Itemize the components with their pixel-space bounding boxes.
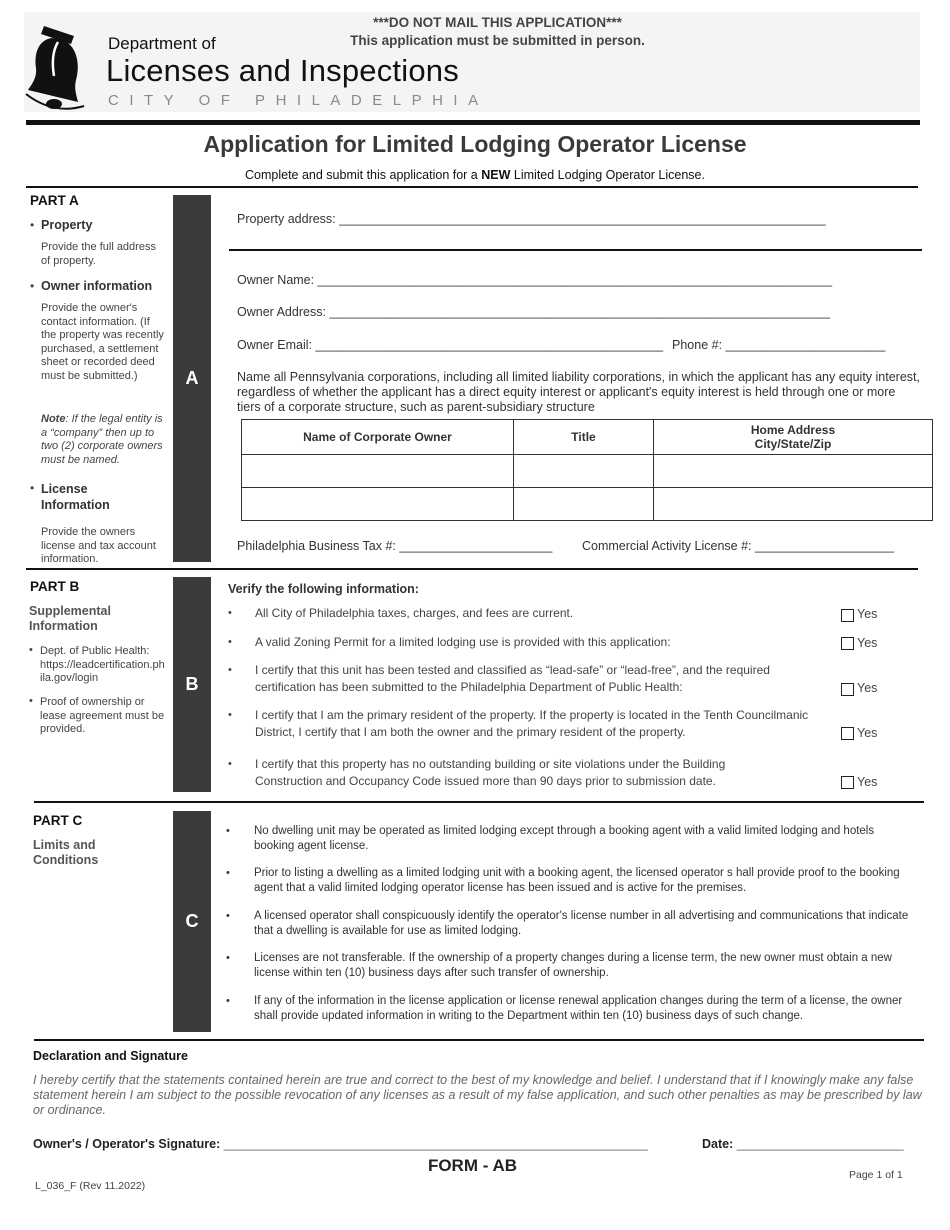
note-bold: Note [41, 413, 66, 425]
subtitle-pre: Complete and submit this application for a [245, 168, 482, 182]
license-info-label: License Information [41, 482, 110, 512]
city-name: CITY OF PHILADELPHIA [108, 92, 489, 109]
bullet-icon: • [30, 218, 35, 232]
part-b-heading: PART B [30, 579, 80, 594]
date-label: Date: [702, 1137, 734, 1151]
verify-checkbox-resident[interactable] [841, 727, 854, 740]
table-row [242, 455, 933, 488]
declaration-title: Declaration and Signature [33, 1049, 188, 1063]
bullet-icon: • [226, 825, 230, 837]
bullet-icon: • [228, 664, 232, 676]
yes-label: Yes [857, 726, 878, 740]
divider [34, 801, 924, 803]
bullet-icon: • [226, 995, 230, 1007]
table-cell-title-input[interactable] [514, 455, 654, 488]
department-line1: Department of [108, 34, 216, 53]
condition-item: If any of the information in the license application or license renewal application changes during the term of a license, the owner shall provide updated information in writing to the Department within ten (10) business days of such change. [254, 995, 903, 1022]
phone-field[interactable]: Phone #: _______________________ [672, 338, 886, 352]
ownership-proof-note: Proof of ownership or lease agreement must be provided. [40, 696, 165, 735]
commercial-license-field[interactable]: Commercial Activity License #: ____________________ [582, 539, 895, 553]
divider [26, 186, 918, 188]
table-cell-address-input[interactable] [654, 488, 933, 521]
property-label: Property [41, 218, 93, 232]
property-help: Provide the full address of property. [41, 241, 156, 267]
supplemental-label: Supplemental Information [29, 604, 111, 633]
yes-label: Yes [857, 636, 878, 650]
bullet-icon: • [228, 607, 232, 619]
mail-notice-line2: This application must be submitted in person. [350, 33, 645, 48]
verify-heading: Verify the following information: [228, 582, 419, 596]
bullet-icon: • [30, 481, 35, 495]
divider [26, 568, 918, 570]
table-row [242, 488, 933, 521]
verify-item-lead: I certify that this unit has been tested and classified as “lead-safe” or “lead-free”, and the required certification has been submitted to the Philadelphia Department of Public Health: [255, 663, 770, 694]
table-cell-address-input[interactable] [654, 455, 933, 488]
yes-label: Yes [857, 681, 878, 695]
mail-notice-line1: ***DO NOT MAIL THIS APPLICATION*** [373, 15, 622, 30]
yes-label: Yes [857, 607, 878, 621]
bullet-icon: • [228, 709, 232, 721]
note-body: : If the legal entity is a “company” then up to two (2) corporate owners must be named. [41, 413, 163, 466]
form-code: L_036_F (Rev 11.2022) [35, 1180, 146, 1192]
signature-label: Owner's / Operator's Signature: [33, 1137, 221, 1151]
limits-label: Limits and Conditions [33, 838, 99, 867]
license-info-help: Provide the owners license and tax account information. [41, 526, 156, 565]
table-header-row [242, 420, 933, 455]
owner-address-field[interactable]: Owner Address: ________________________________________________________________________ [237, 305, 830, 319]
corporate-instructions: Name all Pennsylvania corporations, including all limited liability corporations, in which the applicant has any equity interest, regardless of whether the applicant has a direct equity interest or applicant's equity interest is held through one or more tiers of a corporate structure, such as parent-subsidiary structure [237, 370, 920, 414]
declaration-text: I hereby certify that the statements contained herein are true and correct to the best of my knowledge and belief. I understand that if I knowingly make any false statement herein I am subject to the possible revocation of any licenses as a result of my false application, and such other penalties as may be prescribed by law or ordinance. [33, 1073, 922, 1117]
subtitle-post: Limited Lodging Operator License. [510, 168, 705, 182]
verify-checkbox-taxes[interactable] [841, 609, 854, 622]
bullet-icon: • [226, 952, 230, 964]
verify-item-violations: I certify that this property has no outstanding building or site violations under the Building Construction and Occupancy Code issued more than 90 days prior to submission date. [255, 757, 726, 788]
bullet-icon: • [226, 910, 230, 922]
verify-item-resident: I certify that I am the primary resident of the property. If the property is located in the Tenth Councilmanic District, I certify that I am both the owner and the primary resident of the property. [255, 708, 809, 739]
verify-item-zoning: A valid Zoning Permit for a limited lodging use is provided with this application: [255, 635, 671, 649]
note-text [41, 413, 171, 467]
part-a-heading: PART A [30, 193, 79, 208]
signature-field[interactable] [33, 1137, 648, 1151]
signature-line[interactable]: _____________________________________________________________ [223, 1137, 648, 1151]
page-title: Application for Limited Lodging Operator License [203, 131, 747, 157]
table-cell-name-input[interactable] [242, 455, 514, 488]
verify-item-taxes: All City of Philadelphia taxes, charges, and fees are current. [255, 606, 574, 620]
bullet-icon: • [228, 758, 232, 770]
verify-checkbox-zoning[interactable] [841, 637, 854, 650]
verify-checkbox-lead[interactable] [841, 683, 854, 696]
col-header-name: Name of Corporate Owner [242, 420, 514, 455]
divider [229, 249, 922, 251]
part-b-bar: B [173, 577, 211, 792]
bullet-icon: • [30, 279, 35, 293]
business-tax-field[interactable]: Philadelphia Business Tax #: ______________________ [237, 539, 553, 553]
owner-info-help: Provide the owner's contact information. (If the property was recently purchased, a settlement sheet or recorded deed must be submitted.) [41, 302, 164, 382]
bullet-icon: • [228, 636, 232, 648]
mail-notice [290, 14, 705, 50]
page-subtitle [0, 168, 950, 182]
bullet-icon: • [29, 644, 33, 656]
liberty-bell-logo-icon [24, 22, 106, 112]
corporate-owner-table [241, 419, 933, 521]
subtitle-bold: NEW [481, 168, 511, 182]
owner-info-label: Owner information [41, 279, 153, 293]
part-c-heading: PART C [33, 813, 83, 828]
verify-checkbox-violations[interactable] [841, 776, 854, 789]
part-a-bar: A [173, 195, 211, 562]
date-field[interactable] [702, 1137, 904, 1151]
owner-name-field[interactable]: Owner Name: __________________________________________________________________________ [237, 273, 833, 287]
condition-item: A licensed operator shall conspicuously identify the operator's license number in all advertising and communications that indicate that a dwelling is available for use as limited lodging. [254, 910, 909, 937]
bullet-icon: • [226, 867, 230, 879]
table-cell-title-input[interactable] [514, 488, 654, 521]
col-header-title: Title [514, 420, 654, 455]
col-header-address: Home Address City/State/Zip [654, 420, 933, 455]
owner-email-field[interactable]: Owner Email: __________________________________________________ [237, 338, 664, 352]
condition-item: Licenses are not transferable. If the ownership of a property changes during a license term, the new owner must obtain a new license within ten (10) business days after such transfer of ownership. [254, 952, 892, 979]
date-line[interactable]: ________________________ [736, 1137, 904, 1151]
divider [34, 1039, 924, 1041]
property-address-field[interactable]: Property address: ______________________________________________________________________ [237, 212, 826, 226]
bullet-icon: • [29, 695, 33, 707]
table-cell-name-input[interactable] [242, 488, 514, 521]
condition-item: Prior to listing a dwelling as a limited lodging unit with a booking agent, the licensed operator s hall provide proof to the booking agent that a valid limited lodging operator license has been issued and is active for the premises. [254, 867, 900, 894]
header-divider [26, 120, 920, 125]
form-name: FORM - AB [427, 1156, 518, 1175]
condition-item: No dwelling unit may be operated as limited lodging except through a booking agent with a valid limited lodging and hotels booking agent license. [254, 825, 875, 852]
part-c-bar: C [173, 811, 211, 1032]
department-name: Licenses and Inspections [106, 53, 459, 88]
public-health-link[interactable]: Dept. of Public Health: https://leadcertification.phila.gov/login [40, 645, 165, 684]
yes-label: Yes [857, 775, 878, 789]
page-number: Page 1 of 1 [849, 1169, 903, 1181]
